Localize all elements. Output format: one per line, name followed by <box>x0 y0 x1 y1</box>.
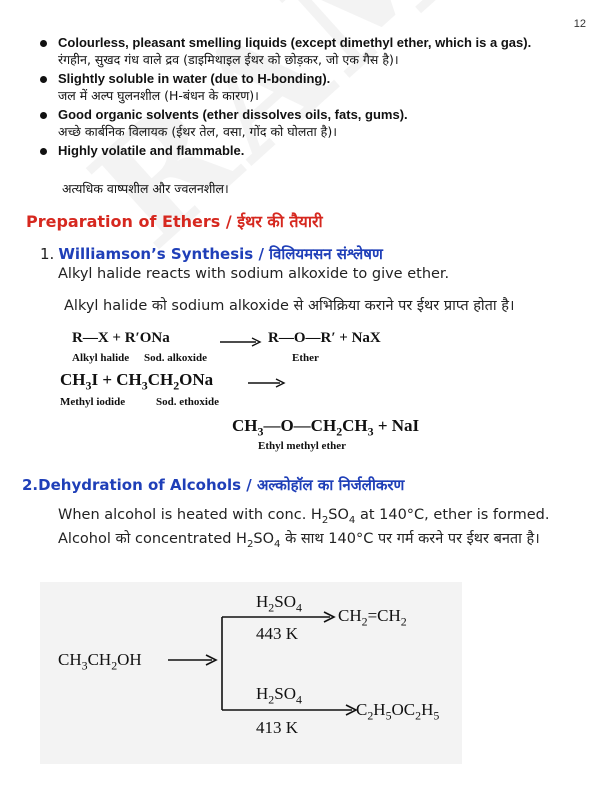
williamson-heading <box>40 244 383 264</box>
property-en: Good organic solvents (ether dissolves oils, fats, gums). <box>58 107 408 122</box>
dehydration-title: 2.Dehydration of Alcohols / अल्कोहॉल का निर्जलीकरण <box>22 476 405 494</box>
property-en: Colourless, pleasant smelling liquids (except dimethyl ether, which is a gas). <box>58 35 532 50</box>
reaction-arrow-icon <box>218 336 264 348</box>
property-extra-hi: अत्यधिक वाष्पशील और ज्वलनशील। <box>62 181 229 196</box>
property-hi: अच्छे कार्बनिक विलायक (ईथर तेल, वसा, गोंद को घोलता है)। <box>58 124 337 139</box>
williamson-title: Williamson’s Synthesis / विलियमसन संश्लेषण <box>58 245 383 263</box>
property-en: Slightly soluble in water (due to H-bonding). <box>58 71 331 86</box>
label-ether: Ether <box>292 352 319 364</box>
example-reactants: $CH_3I + CH_3CH_2ONa$ <box>60 370 214 393</box>
property-hi: जल में अल्प घुलनशील (H-बंधन के कारण)। <box>58 88 259 103</box>
property-en: Highly volatile and flammable. <box>58 143 245 158</box>
williamson-desc-hi: Alkyl halide को sodium alkoxide से अभिक्रिया कराने पर ईथर प्राप्त होता है। <box>64 298 515 314</box>
properties-list <box>38 34 593 161</box>
temp-upper: 443 K <box>256 624 299 643</box>
list-item <box>38 34 593 68</box>
example-product: $CH_3—O—CH_2CH_3$ + NaI <box>232 416 420 439</box>
dehydration-line-en: When alcohol is heated with conc. $H_2SO_4$ at 140°C, ether is formed. <box>58 507 550 526</box>
section-title: Preparation of Ethers / ईथर की तैयारी <box>26 212 323 231</box>
label-methyl-iodide: Methyl iodide <box>60 396 126 408</box>
product-diethyl-ether: $C_2H_5OC_2H_5$ <box>356 700 440 723</box>
property-hi: रंगहीन, सुखद गंध वाले द्रव (डाइमिथाइल ईथर को छोड़कर, जो एक गैस है)। <box>58 52 399 67</box>
page-number: 12 <box>573 18 586 30</box>
reactant-ethanol: $CH_3CH_2OH$ <box>58 650 142 673</box>
general-reactants: R—X + R′ONa <box>72 330 170 346</box>
list-item <box>38 142 593 159</box>
reagent-lower: $H_2SO_4$ <box>256 684 302 707</box>
general-products: R—O—R′ + NaX <box>268 330 381 346</box>
temp-lower: 413 K <box>256 718 299 737</box>
label-ethyl-methyl-ether: Ethyl methyl ether <box>258 440 346 452</box>
list-item <box>38 70 593 104</box>
label-alkyl-halide: Alkyl halide <box>72 352 130 364</box>
williamson-desc-en: Alkyl halide reacts with sodium alkoxide to give ether. <box>58 266 450 282</box>
label-sod-alkoxide: Sod. alkoxide <box>144 352 207 364</box>
list-item <box>38 106 593 140</box>
dehydration-line-hi: Alcohol को concentrated $H_2SO_4$ के साथ 140°C पर गर्म करने पर ईथर बनता है। <box>58 531 540 550</box>
dehydration-diagram <box>40 582 462 764</box>
product-ethene: $CH_2=CH_2$ <box>338 606 407 629</box>
reaction-arrow-icon <box>246 377 288 389</box>
reagent-upper: $H_2SO_4$ <box>256 592 302 615</box>
label-sod-ethoxide: Sod. ethoxide <box>156 396 219 408</box>
williamson-number: 1. <box>40 245 55 263</box>
